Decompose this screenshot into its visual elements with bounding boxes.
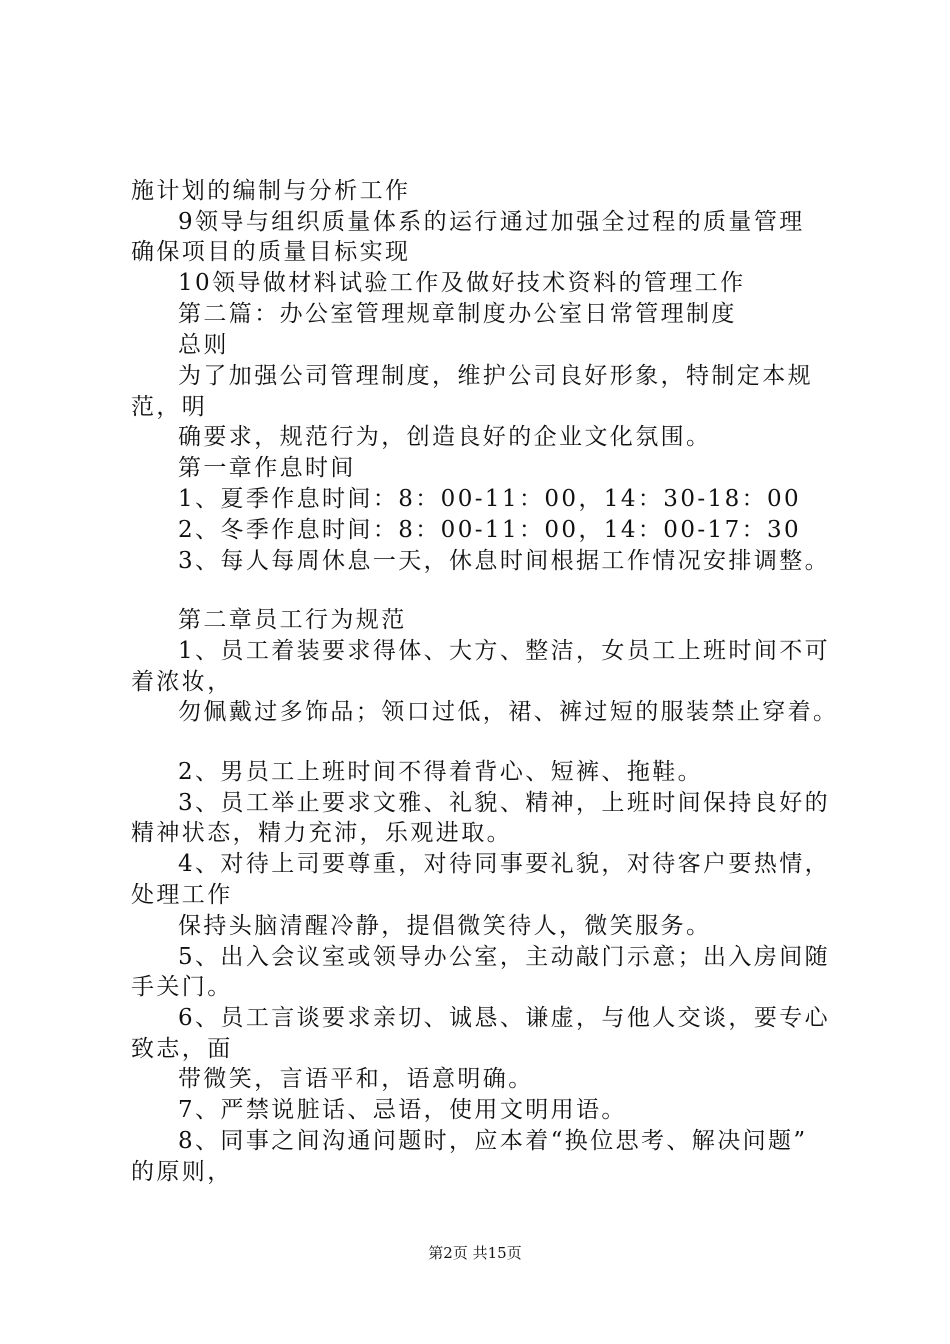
text-line: 5、出入会议室或领导办公室，主动敲门示意；出入房间随 — [178, 944, 831, 970]
text-line: 3、员工举止要求文雅、礼貌、精神，上班时间保持良好的 — [178, 790, 831, 816]
text-line: 确要求，规范行为，创造良好的企业文化氛围。 — [178, 424, 712, 450]
text-line: 9领导与组织质量体系的运行通过加强全过程的质量管理 — [178, 209, 805, 235]
text-line: 的原则， — [131, 1159, 233, 1185]
text-line: 施计划的编制与分析工作 — [131, 178, 411, 204]
text-line: 手关门。 — [131, 974, 233, 1000]
text-line: 为了加强公司管理制度，维护公司良好形象，特制定本规 — [178, 363, 813, 389]
chapter-heading: 第二章员工行为规范 — [178, 607, 407, 633]
text-line: 3、每人每周休息一天，休息时间根据工作情况安排调整。 — [178, 548, 831, 574]
text-line: 10领导做材料试验工作及做好技术资料的管理工作 — [178, 270, 746, 296]
text-line: 精神状态，精力充沛，乐观进取。 — [131, 820, 512, 846]
chapter-heading: 第一章作息时间 — [178, 455, 356, 481]
text-line: 着浓妆， — [131, 669, 233, 695]
section-heading: 总则 — [178, 332, 229, 358]
text-line: 1、员工着装要求得体、大方、整洁，女员工上班时间不可 — [178, 638, 831, 664]
text-line: 7、严禁说脏话、忌语，使用文明用语。 — [178, 1097, 627, 1123]
text-line: 6、员工言谈要求亲切、诚恳、谦虚，与他人交谈，要专心 — [178, 1005, 831, 1031]
text-line: 2、男员工上班时间不得着背心、短裤、拖鞋。 — [178, 759, 704, 785]
text-line: 保持头脑清醒冷静，提倡微笑待人，微笑服务。 — [178, 913, 712, 939]
page-number-footer: 第2页 共15页 — [428, 1244, 522, 1262]
text-line: 确保项目的质量目标实现 — [131, 239, 411, 265]
text-line: 处理工作 — [131, 882, 233, 908]
text-line: 带微笑，言语平和，语意明确。 — [178, 1066, 534, 1092]
text-line: 4、对待上司要尊重，对待同事要礼貌，对待客户要热情， — [178, 851, 831, 877]
text-line: 勿佩戴过多饰品；领口过低，裙、裤过短的服装禁止穿着。 — [178, 699, 839, 725]
text-line: 致志，面 — [131, 1036, 233, 1062]
text-line: 范，明 — [131, 394, 208, 420]
section-heading: 第二篇：办公室管理规章制度办公室日常管理制度 — [178, 301, 737, 327]
text-line: 2、冬季作息时间：8：00-11：00，14：00-17：30 — [178, 517, 802, 543]
text-line: 8、同事之间沟通问题时，应本着“换位思考、解决问题” — [178, 1128, 808, 1154]
text-line: 1、夏季作息时间：8：00-11：00，14：30-18：00 — [178, 486, 802, 512]
